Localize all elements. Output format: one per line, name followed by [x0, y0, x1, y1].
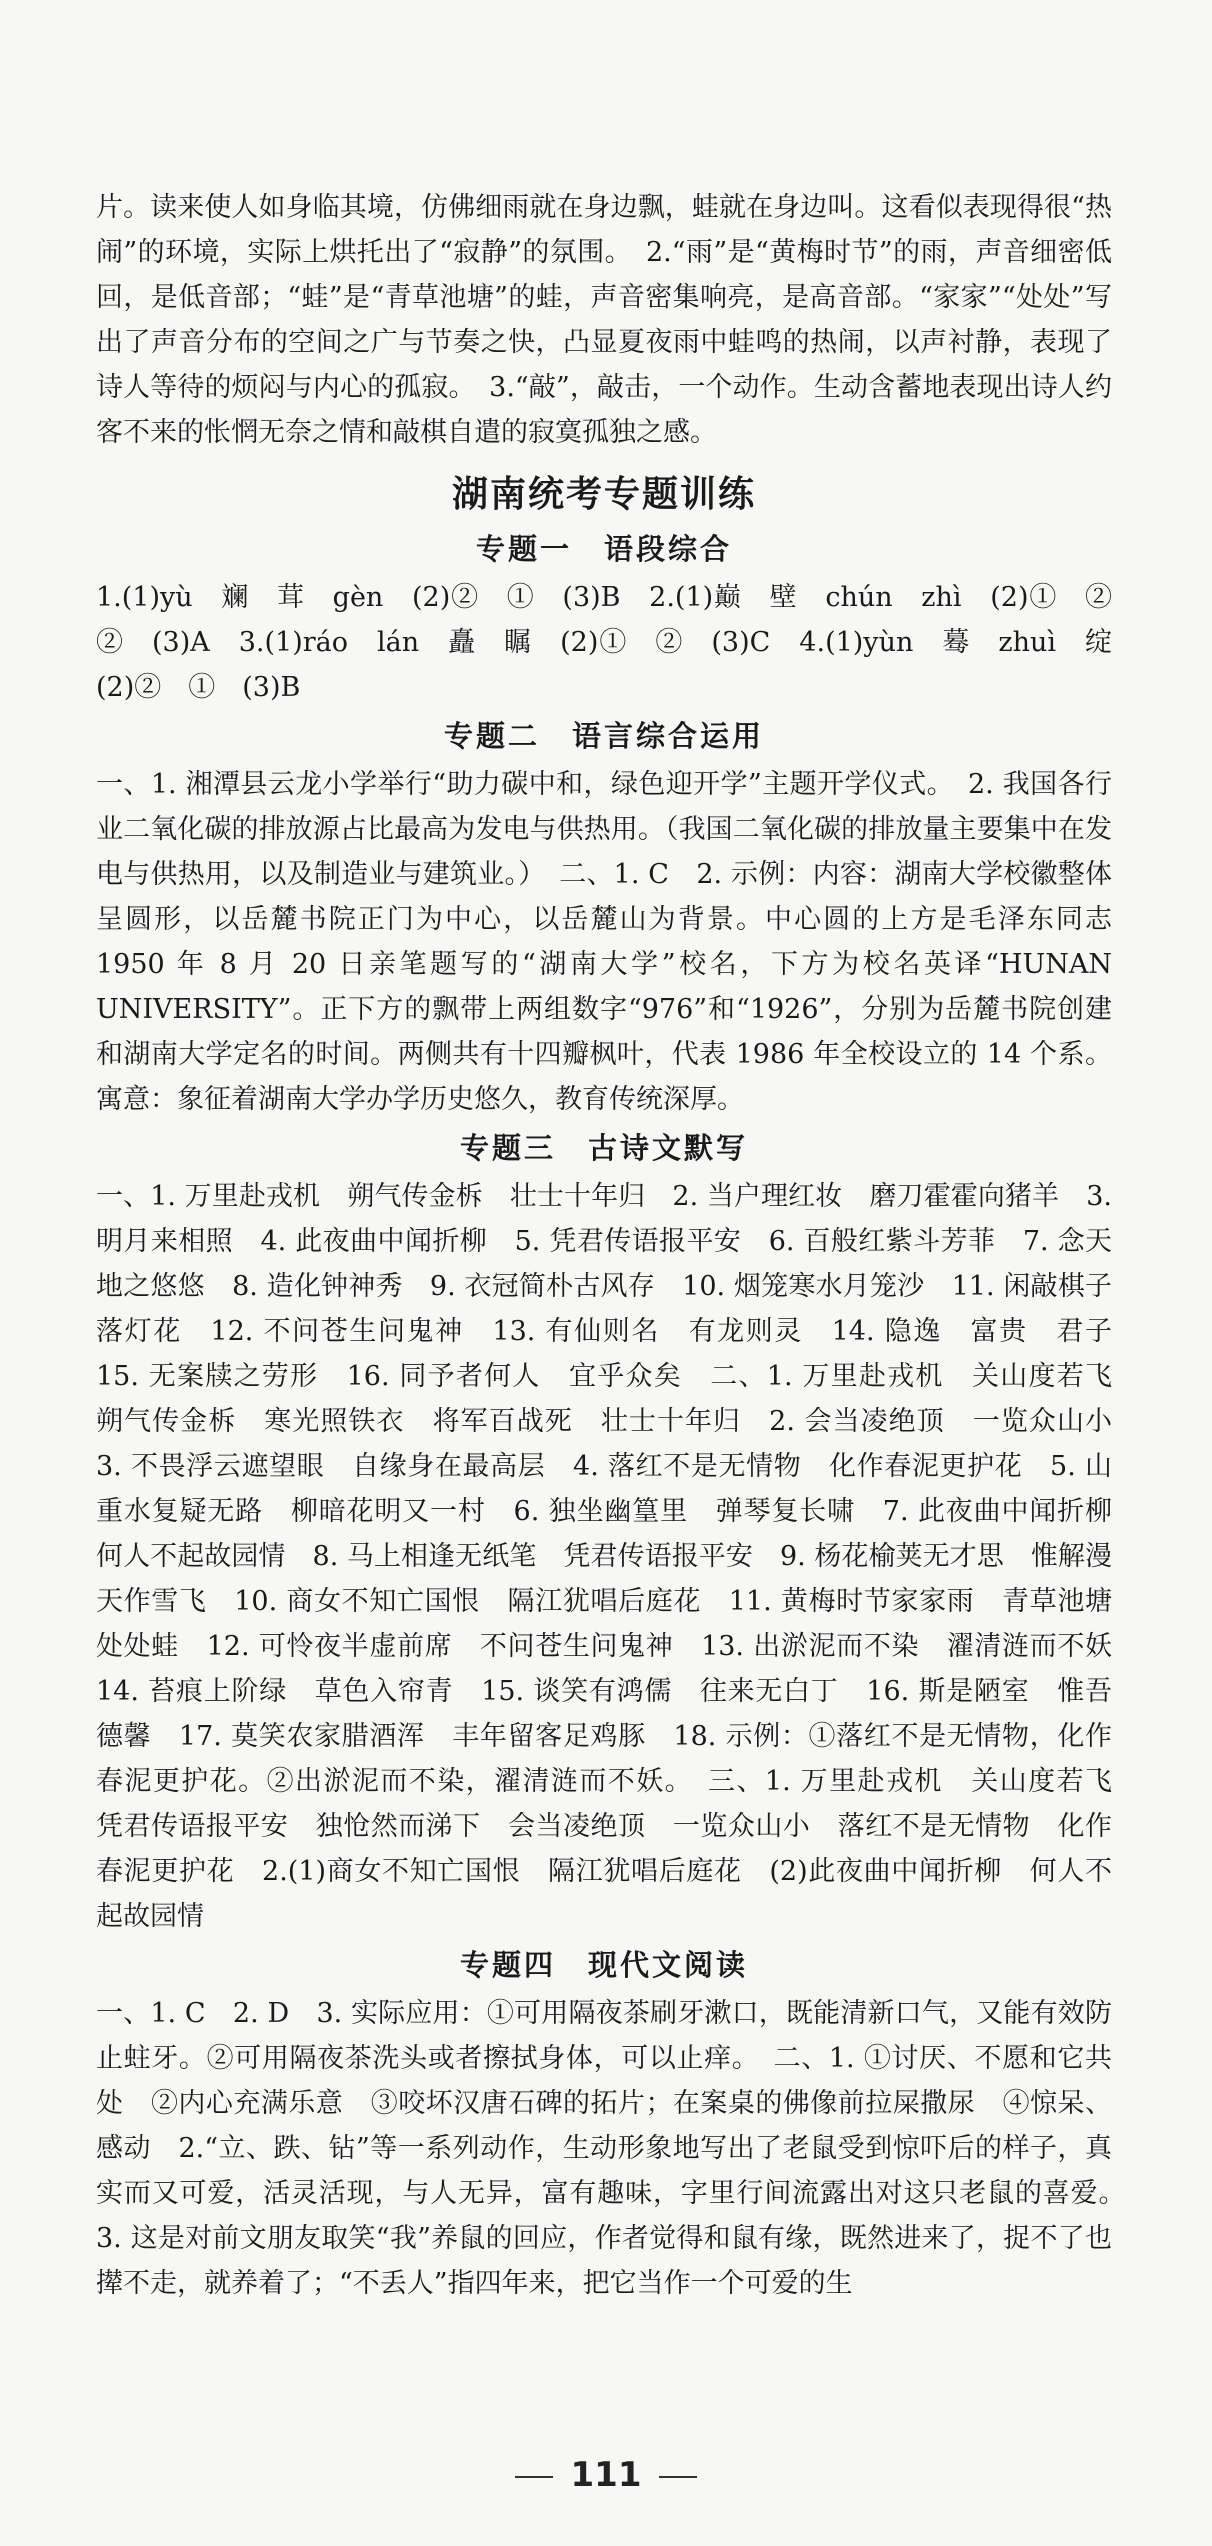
- section-text-3: 一、1. 万里赴戎机 朔气传金柝 壮士十年归 2. 当户理红妆 磨刀霍霍向猪羊 3. 明月来相照 4. 此夜曲中闻折柳 5. 凭君传语报平安 6. 百般红紫斗芳菲 7. 念天地之悠悠 8. 造化钟神秀 9. 衣冠简朴古风存 10. 烟笼寒水月笼沙 11. 闲敲棋子落灯花 12. 不问苍生问鬼神 13. 有仙则名 有龙则灵 14. 隐逸 富贵 君子 15. 无案牍之劳形 16. 同予者何人 宜乎众矣 二、1. 万里赴戎机 关山度若飞 朔气传金柝 寒光照铁衣 将军百战死 壮士十年归 2. 会当凌绝顶 一览众山小 3. 不畏浮云遮望眼 自缘身在最高层 4. 落红不是无情物 化作春泥更护花 5. 山重水复疑无路 柳暗花明又一村 6. 独坐幽篁里 弹琴复长啸 7. 此夜曲中闻折柳 何人不起故园情 8. 马上相逢无纸笔 凭君传语报平安 9. 杨花榆荚无才思 惟解漫天作雪飞 10. 商女不知亡国恨 隔江犹唱后庭花 11. 黄梅时节家家雨 青草池塘处处蛙 12. 可怜夜半虚前席 不问苍生问鬼神 13. 出淤泥而不染 濯清涟而不妖 14. 苔痕上阶绿 草色入帘青 15. 谈笑有鸿儒 往来无白丁 16. 斯是陋室 惟吾德馨 17. 莫笑农家腊酒浑 丰年留客足鸡豚 18. 示例：①落红不是无情物，化作春泥更护花。②出淤泥而不染，濯清涟而不妖。 三、1. 万里赴戎机 关山度若飞 凭君传语报平安 独怆然而涕下 会当凌绝顶 一览众山小 落红不是无情物 化作春泥更护花 2.(1)商女不知亡国恨 隔江犹唱后庭花 (2)此夜曲中闻折柳 何人不起故园情: [96, 1181, 1139, 1932]
- section-title-3: 专题三 古诗文默写: [459, 1131, 748, 1165]
- section-text-2: 一、1. 湘潭县云龙小学举行“助力碳中和，绿色迎开学”主题开学仪式。 2. 我国各行业二氧化碳的排放源占比最高为发电与供热用。（我国二氧化碳的排放量主要集中在发电与供热用，以及制造业与建筑业。） 二、1. C 2. 示例：内容：湖南大学校徽整体呈圆形，以岳麓书院正门为中心，以岳麓山为背景。中心圆的上方是毛泽东同志 1950 年 8 月 20 日亲笔题写的“湖南大学”校名，下方为校名英译“HUNAN UNIVERSITY”。正下方的飘带上两组数字“976”和“1926”，分别为岳麓书院创建和湖南大学定名的时间。两侧共有十四瓣枫叶，代表 1986 年全校设立的 14 个系。寓意：象征着湖南大学办学历史悠久，教育传统深厚。: [96, 769, 1112, 1115]
- section-title-4: 专题四 现代文阅读: [459, 1948, 748, 1982]
- left-dash: [515, 2476, 553, 2478]
- intro-paragraph: 片。读来使人如身临其境，仿佛细雨就在身边飘，蛙就在身边叫。这看似表现得很“热闹”的环境，实际上烘托出了“寂静”的氛围。 2.“雨”是“黄梅时节”的雨，声音细密低回，是低音部；“蛙”是“青草池塘”的蛙，声音密集响亮，是高音部。“家家”“处处”写出了声音分布的空间之广与节奏之快，凸显夏夜雨中蛙鸣的热闹，以声衬静，表现了诗人等待的烦闷与内心的孤寂。 3.“敲”，敲击，一个动作。生动含蓄地表现出诗人约客不来的怅惘无奈之情和敲棋自遣的寂寞孤独之感。: [96, 192, 1112, 448]
- page-number: 111: [570, 2455, 642, 2495]
- page-number-footer: [0, 2455, 1212, 2495]
- main-title: 湖南统考专题训练: [451, 474, 756, 515]
- section-text-1: 1.(1)yù 斓 茸 gèn (2)② ① (3)B 2.(1)巅 壁 chún zhì (2)① ② ② (3)A 3.(1)ráo lán 矗 瞩 (2)① ② (3)C 4.(1)yùn 蓦 zhuì 绽 (2)② ① (3)B: [96, 582, 1139, 703]
- right-dash: [659, 2476, 697, 2478]
- section-title-2: 专题二 语言综合运用: [443, 719, 764, 753]
- page-content: [96, 185, 1139, 2306]
- section-text-4: 一、1. C 2. D 3. 实际应用：①可用隔夜茶刷牙漱口，既能清新口气，又能有效防止蛀牙。②可用隔夜茶洗头或者擦拭身体，可以止痒。 二、1. ①讨厌、不愿和它共处 ②内心充满乐意 ③咬坏汉唐石碑的拓片；在案桌的佛像前拉屎撒尿 ④惊呆、感动 2.“立、跌、钻”等一系列动作，生动形象地写出了老鼠受到惊吓后的样子，真实而又可爱，活灵活现，与人无异，富有趣味，字里行间流露出对这只老鼠的喜爱。 3. 这是对前文朋友取笑“我”养鼠的回应，作者觉得和鼠有缘，既然进来了，捉不了也撵不走，就养着了；“不丢人”指四年来，把它当作一个可爱的生: [96, 1998, 1139, 2299]
- section-title-1: 专题一 语段综合: [475, 532, 732, 566]
